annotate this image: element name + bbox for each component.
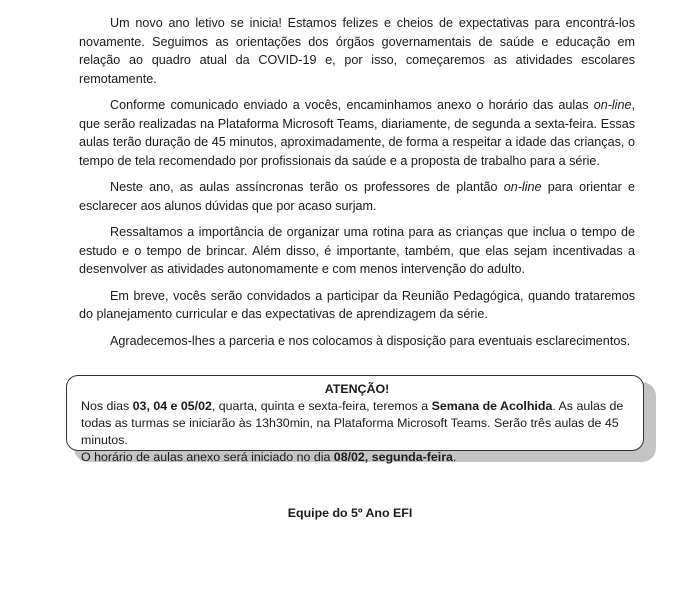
paragraph-async-text-a: Neste ano, as aulas assíncronas terão os professores de plantão	[110, 180, 504, 194]
notice-line-start-date	[81, 449, 633, 466]
signature: Equipe do 5º Ano EFI	[287, 506, 413, 520]
notice-text-c: . As aulas de todas as turmas se iniciarão às 13h30min, na Plataforma Microsoft Teams. Serão três aulas de 45 minutos.	[81, 399, 624, 447]
paragraph-schedule-emphasis: on-line	[593, 98, 632, 112]
paragraph-async-emphasis: on-line	[503, 180, 542, 194]
paragraph-schedule-text-b: , que serão realizadas na Plataforma Microsoft Teams, diariamente, de segunda a sexta-feira. Essas aulas terão duração de 45 minutos, aproximadamente, de forma a respeitar a idade das crianças, o tempo de tela recomendado por profissionais da saúde e a proposta de trabalho para a série.	[79, 98, 635, 168]
paragraph-thanks	[79, 332, 635, 351]
paragraph-routine-text: Ressaltamos a importância de organizar uma rotina para as crianças que inclua o tempo de estudo e o tempo de brincar. Além disso, é importante, também, que elas sejam incentivadas a desenvolver as atividades autonomamente e com menos intervenção do adulto.	[79, 225, 635, 276]
notice-start-text-b: .	[452, 450, 457, 464]
paragraph-meeting	[79, 287, 635, 324]
notice-title: ATENÇÃO!	[324, 382, 390, 396]
notice-text-a: Nos dias	[81, 399, 133, 413]
notice-days: 03, 04 e 05/02	[132, 399, 212, 413]
paragraph-intro-text: Um novo ano letivo se inicia! Estamos felizes e cheios de expectativas para encontrá-los novamente. Seguimos as orientações dos órgãos governamentais de saúde e educação em relação ao quadro atual da COVID-19 e, por isso, começaremos as atividades escolares remotamente.	[79, 16, 635, 86]
notice-text-b: , quarta, quinta e sexta-feira, teremos a	[211, 399, 432, 413]
notice-start-date: 08/02, segunda-feira	[333, 450, 453, 464]
notice-line-welcome-week	[81, 398, 633, 449]
paragraph-intro	[79, 14, 635, 88]
paragraph-schedule	[79, 96, 635, 170]
notice-box	[66, 375, 644, 464]
paragraph-async	[79, 178, 635, 215]
notice-start-text-a: O horário de aulas anexo será iniciado no dia	[81, 450, 334, 464]
attention-notice	[66, 375, 656, 462]
notice-event: Semana de Acolhida	[431, 399, 553, 413]
paragraph-thanks-text: Agradecemos-lhes a parceria e nos colocamos à disposição para eventuais esclarecimentos.	[110, 333, 631, 348]
paragraph-routine	[79, 223, 635, 279]
paragraph-async-text-b: para orientar e esclarecer aos alunos dúvidas que por acaso surjam.	[79, 180, 635, 213]
paragraph-schedule-text-a: Conforme comunicado enviado a vocês, encaminhamos anexo o horário das aulas	[110, 98, 594, 112]
letter-body	[79, 14, 635, 350]
paragraph-meeting-text: Em breve, vocês serão convidados a participar da Reunião Pedagógica, quando trataremos do planejamento curricular e das expectativas de aprendizagem da série.	[79, 288, 635, 321]
